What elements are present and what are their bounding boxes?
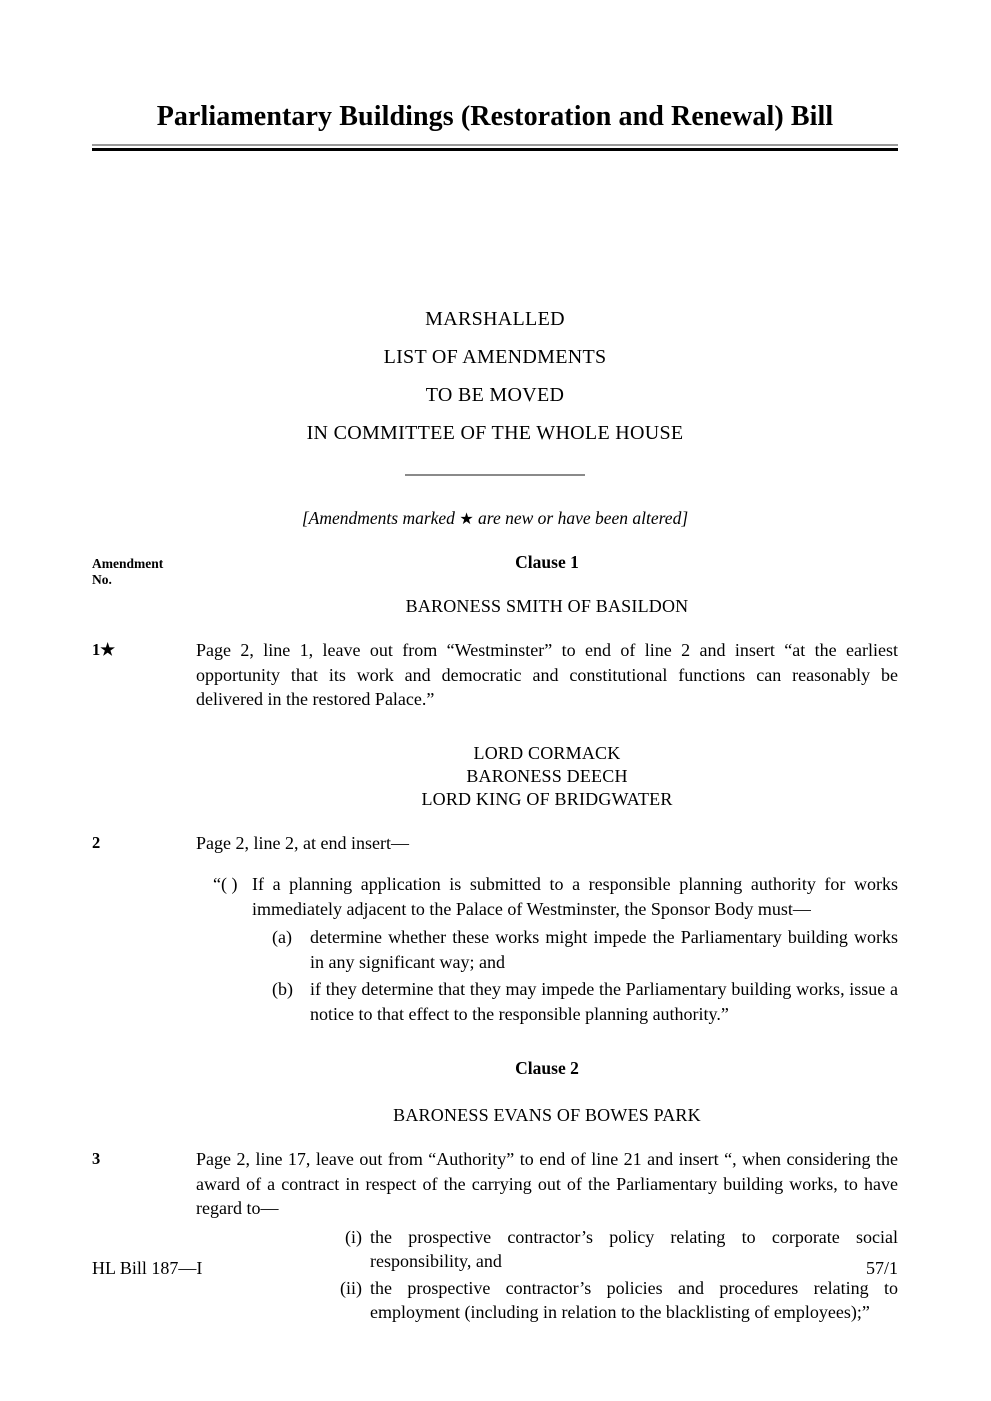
page-footer (92, 1258, 898, 1279)
title-divider-thin (92, 144, 898, 146)
list-item-marker: (ii) (340, 1277, 362, 1298)
sponsor-name: BARONESS DEECH (466, 765, 628, 786)
title-block (92, 100, 898, 151)
heading-line-marshalled: MARSHALLED (425, 308, 565, 330)
clause-heading: Clause 1 (515, 552, 579, 572)
heading-line-to-be-moved: TO BE MOVED (425, 384, 565, 406)
amendment-number: 2 (92, 832, 101, 852)
amendment-number: 1★ (92, 640, 116, 659)
note-text-before-star: Amendments marked (308, 508, 460, 528)
amendment-entry (92, 638, 898, 712)
amendment-text: Page 2, line 2, at end insert— (196, 832, 409, 853)
list-item-marker: (b) (272, 979, 293, 999)
quoted-subsection (92, 872, 898, 921)
sponsor-group (92, 742, 898, 811)
footer-bill-reference: HL Bill 187—I (92, 1258, 203, 1278)
list-item-text: determine whether these works might impede the Parliamentary building works in any significant way; and (310, 927, 898, 972)
note-text-after-star: are new or have been altered (473, 508, 682, 528)
sponsor-group (92, 595, 898, 618)
amendment-text: Page 2, line 17, leave out from “Authority” to end of line 21 and insert “, when considering the award of a contract in respect of the carrying out of the Parliamentary building works, to have regard to— (196, 1149, 898, 1218)
amendments-body (92, 552, 898, 1325)
amendment-number: 3 (92, 1149, 101, 1168)
quoted-subsection-marker: “( ) (213, 874, 238, 894)
alpha-list (92, 925, 898, 1026)
section-amendment-2 (92, 742, 898, 1027)
heading-divider (405, 474, 585, 476)
quoted-subsection-text: If a planning application is submitted to a responsible planning authority for works immediately adjacent to the Palace of Westminster, the Sponsor Body must— (252, 874, 898, 919)
list-item-marker: (i) (345, 1226, 362, 1247)
amendment-no-header-line2: No. (92, 572, 112, 587)
sponsor-name: LORD KING OF BRIDGWATER (421, 788, 673, 809)
sponsor-name: LORD CORMACK (473, 742, 621, 763)
list-item-marker: (a) (272, 927, 292, 947)
sponsor-name: BARONESS SMITH OF BASILDON (405, 596, 689, 616)
star-icon: ★ (459, 511, 474, 528)
note-close-bracket: ] (681, 508, 689, 528)
list-item (92, 1276, 898, 1325)
title-divider-thick (92, 148, 898, 151)
section-clause-2 (92, 1058, 898, 1325)
amendment-entry (92, 831, 898, 856)
title-divider (92, 144, 898, 151)
clause-heading: Clause 2 (515, 1058, 579, 1078)
sponsor-group (92, 1104, 898, 1127)
sponsor-name: BARONESS EVANS OF BOWES PARK (393, 1105, 701, 1125)
amendments-note (92, 508, 898, 529)
page-title: Parliamentary Buildings (Restoration and Renewal) Bill (156, 101, 834, 132)
heading-line-list-of-amendments: LIST OF AMENDMENTS (383, 346, 607, 368)
heading-block (92, 300, 898, 476)
list-item-text: if they determine that they may impede the Parliamentary building works, issue a notice to that effect to the responsible planning authority.” (310, 979, 898, 1024)
list-item-text: the prospective contractor’s policies and procedures relating to employment (including in relation to the blacklisting of employees);” (370, 1277, 898, 1322)
amendment-entry (92, 1147, 898, 1221)
amendment-no-header-line1: Amendment (92, 556, 164, 571)
heading-line-in-committee: IN COMMITTEE OF THE WHOLE HOUSE (306, 422, 684, 444)
section-clause-1 (92, 552, 898, 712)
list-item (92, 977, 898, 1026)
footer-page-number: 57/1 (865, 1258, 898, 1278)
note-open-bracket: [ (301, 508, 309, 528)
amendment-text: Page 2, line 1, leave out from “Westminster” to end of line 2 and insert “at the earliest opportunity that its work and democratic and constitutional functions can reasonably be delivered in the restored Palace.” (196, 640, 898, 709)
list-item-text: the prospective contractor’s policy relating to corporate social responsibility, and (370, 1226, 898, 1271)
list-item (92, 925, 898, 974)
